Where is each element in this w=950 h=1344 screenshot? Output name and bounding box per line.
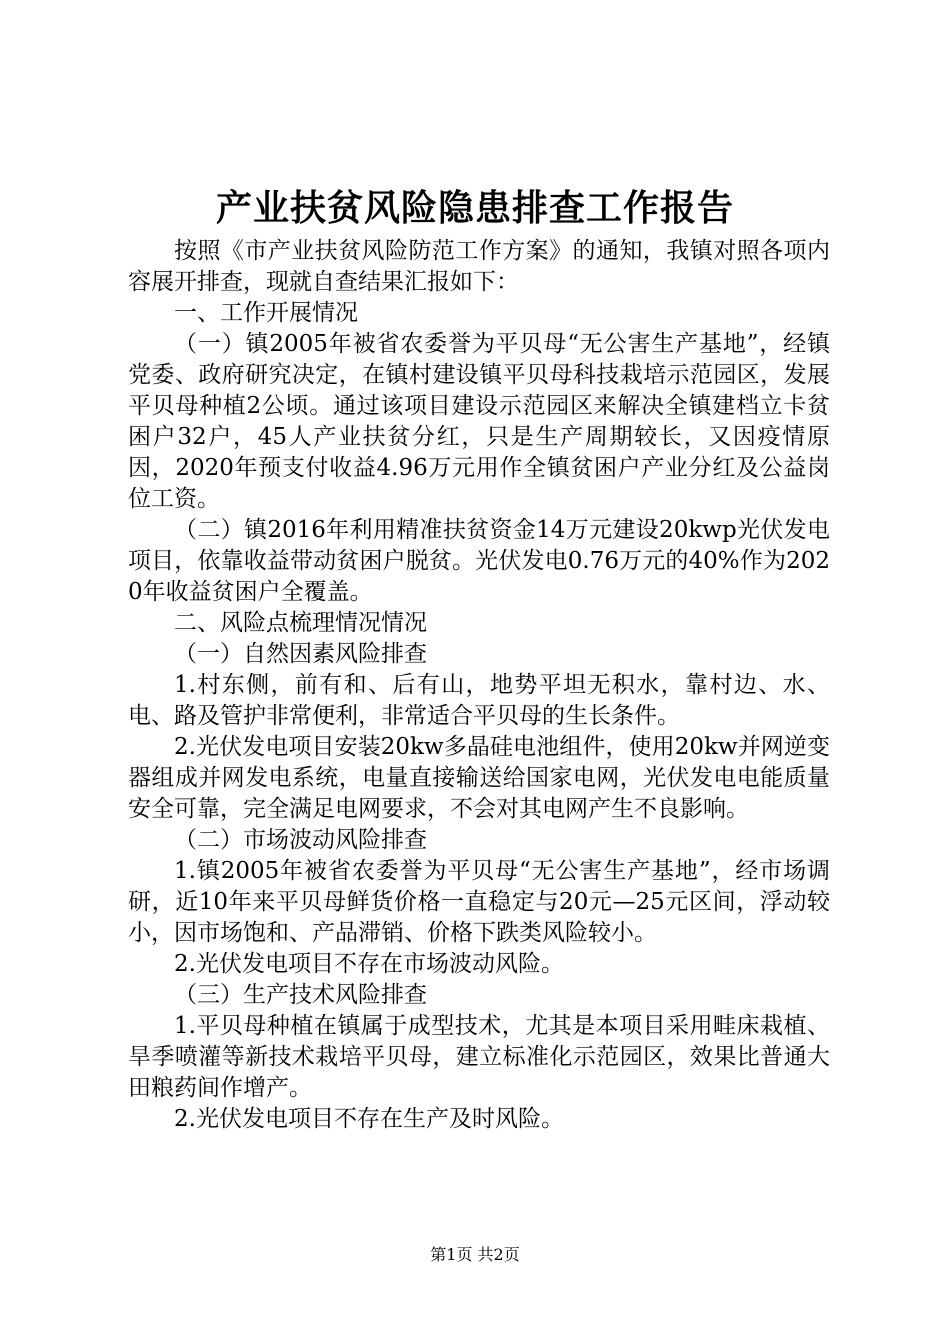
paragraph-fritillaria-project: （一）镇2005年被省农委誉为平贝母“无公害生产基地”，经镇党委、政府研究决定，在镇村建设镇平贝母科技栽培示范园区，发展平贝母种植2公顷。通过该项目建设示范园区来解决全镇建档立卡贫困户32户，45人产业扶贫分红，只是生产周期较长，又因疫情原因，2020年预支付收益4.96万元用作全镇贫困户产业分红及公益岗位工资。 [128, 331, 830, 512]
section-heading-work-progress: 一、工作开展情况 [174, 300, 358, 326]
document-body [128, 236, 830, 1135]
section-heading-risk-review: 二、风险点梳理情况情况 [174, 610, 427, 636]
subheading-natural-risk: （一）自然因素风险排查 [174, 641, 427, 667]
paragraph-natural-risk-2: 2.光伏发电项目安装20kw多晶硅电池组件，使用20kw并网逆变器组成并网发电系统，电量直接输送给国家电网，光伏发电电能质量安全可靠，完全满足电网要求，不会对其电网产生不良影响。 [128, 734, 830, 822]
paragraph-market-risk-1: 1.镇2005年被省农委誉为平贝母“无公害生产基地”，经市场调研，近10年来平贝母鲜货价格一直稳定与20元—25元区间，浮动较小，因市场饱和、产品滞销、价格下跌类风险较小。 [128, 858, 830, 946]
paragraph-natural-risk-1: 1.村东侧，前有和、后有山，地势平坦无积水，靠村边、水、电、路及管护非常便利，非常适合平贝母的生长条件。 [128, 672, 830, 729]
intro-paragraph: 按照《市产业扶贫风险防范工作方案》的通知，我镇对照各项内容展开排查，现就自查结果汇报如下： [128, 238, 830, 295]
paragraph-technical-risk-1: 1.平贝母种植在镇属于成型技术，尤其是本项目采用畦床栽植、旱季喷灌等新技术栽培平贝母，建立标准化示范园区，效果比普通大田粮药间作增产。 [128, 1013, 830, 1101]
paragraph-technical-risk-2: 2.光伏发电项目不存在生产及时风险。 [174, 1106, 564, 1132]
subheading-technical-risk: （三）生产技术风险排查 [174, 982, 427, 1008]
paragraph-solar-project: （二）镇2016年利用精准扶贫资金14万元建设20kwp光伏发电项目，依靠收益带动贫困户脱贫。光伏发电0.76万元的40%作为2020年收益贫困户全覆盖。 [128, 517, 830, 605]
paragraph-market-risk-2: 2.光伏发电项目不存在市场波动风险。 [174, 951, 564, 977]
page-footer: 第1页 共2页 [430, 1245, 520, 1264]
document-title: 产业扶贫风险隐患排查工作报告 [215, 187, 734, 229]
subheading-market-risk: （二）市场波动风险排查 [174, 827, 427, 853]
